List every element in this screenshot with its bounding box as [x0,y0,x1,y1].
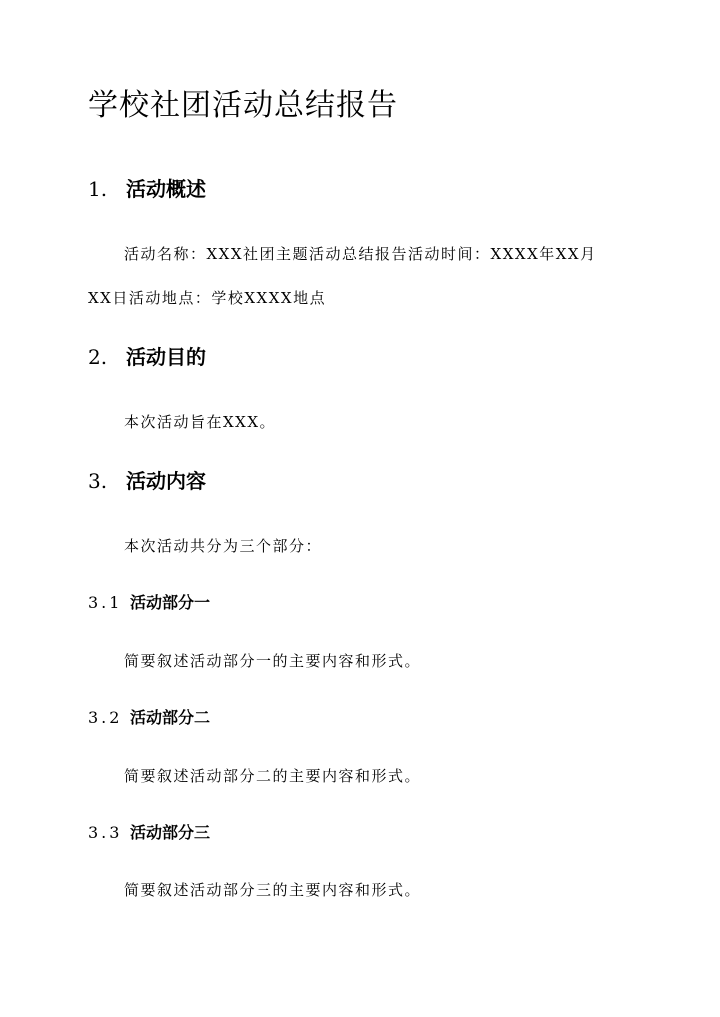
subsection-title: 活动部分三 [130,823,211,842]
section-heading-content [88,467,206,495]
paragraph-line: 简要叙述活动部分三的主要内容和形式。 [124,881,422,899]
subsection-number: 3.1 [88,593,123,612]
section-title: 活动目的 [126,345,206,369]
document-title: 学校社团活动总结报告 [88,88,398,123]
section-heading-overview [88,175,206,203]
section-number: 1. [88,177,108,201]
section-title: 活动内容 [126,469,206,493]
section-title: 活动概述 [126,177,206,201]
paragraph-line: 活动名称：XXX社团主题活动总结报告活动时间：XXXX年XX月 [124,245,597,263]
subsection-number: 3.3 [88,823,123,842]
paragraph-line: 简要叙述活动部分二的主要内容和形式。 [124,767,422,785]
paragraph-line: 本次活动共分为三个部分： [124,537,323,555]
subsection-heading-part-one [88,591,210,615]
subsection-number: 3.2 [88,708,123,727]
subsection-heading-part-three [88,821,210,845]
paragraph-line: XX日活动地点：学校XXXX地点 [88,289,327,307]
section-heading-purpose [88,343,206,371]
section-number: 3. [88,469,108,493]
subsection-title: 活动部分一 [130,593,211,612]
paragraph-line: 本次活动旨在XXX。 [124,413,277,431]
paragraph-line: 简要叙述活动部分一的主要内容和形式。 [124,652,422,670]
subsection-title: 活动部分二 [130,708,211,727]
subsection-heading-part-two [88,706,210,730]
section-number: 2. [88,345,108,369]
